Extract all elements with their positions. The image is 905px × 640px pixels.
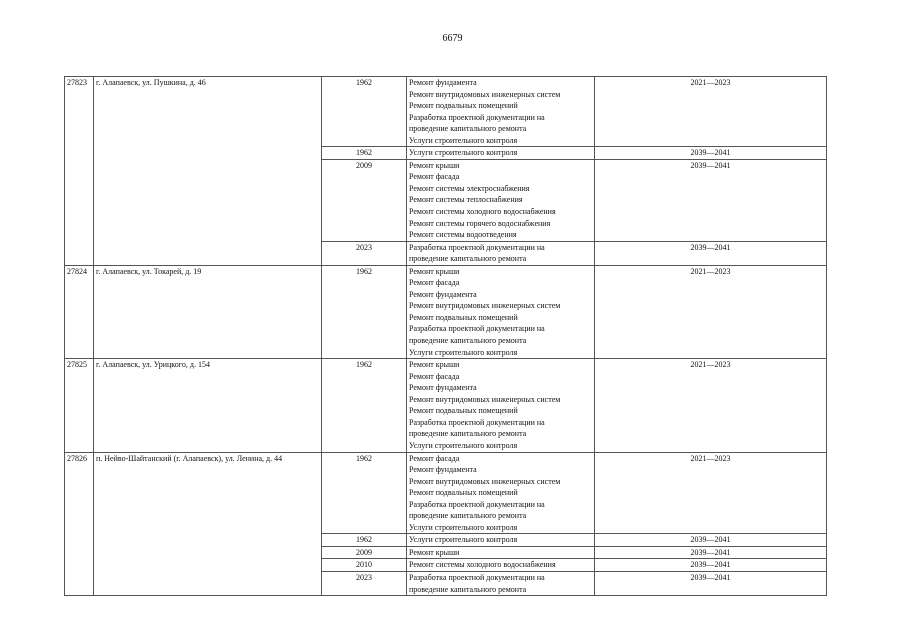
repair-work-item: проведение капитального ремонта	[409, 584, 527, 594]
repair-works	[407, 571, 595, 595]
repair-work-item: Услуги строительного контроля	[409, 440, 518, 450]
inspection-year: 1962	[322, 77, 407, 147]
repair-works	[407, 265, 595, 358]
inspection-year: 2009	[322, 546, 407, 559]
repair-work-item: Ремонт фасада	[409, 453, 460, 463]
object-address: г. Алапаевск, ул. Пушкина, д. 46	[94, 77, 322, 266]
table-row	[65, 77, 827, 147]
repair-work-item: Ремонт фасада	[409, 371, 460, 381]
repair-work-item: Ремонт крыши	[409, 547, 460, 557]
repair-work-item: проведение капитального ремонта	[409, 254, 527, 264]
repair-work-item: Ремонт фундамента	[409, 465, 477, 475]
table-body	[65, 77, 827, 596]
planned-period: 2021—2023	[595, 452, 827, 534]
planned-period: 2039—2041	[595, 159, 827, 241]
repair-work-item: Ремонт внутридомовых инженерных систем	[409, 394, 561, 404]
repair-work-item: проведение капитального ремонта	[409, 429, 527, 439]
repair-works	[407, 147, 595, 160]
inspection-year: 1962	[322, 265, 407, 358]
repair-work-item: Ремонт подвальных помещений	[409, 101, 518, 111]
repair-work-item: Разработка проектной документации на	[409, 112, 545, 122]
object-number: 27824	[65, 265, 94, 358]
repair-work-item: Ремонт системы электроснабжения	[409, 183, 530, 193]
inspection-year: 1962	[322, 147, 407, 160]
repair-work-item: Ремонт подвальных помещений	[409, 312, 518, 322]
planned-period: 2039—2041	[595, 559, 827, 572]
repair-work-item: Ремонт системы водоотведения	[409, 230, 517, 240]
repair-work-item: Ремонт фасада	[409, 172, 460, 182]
repair-work-item: Ремонт внутридомовых инженерных систем	[409, 89, 561, 99]
repair-work-item: Ремонт крыши	[409, 360, 460, 370]
repair-works	[407, 559, 595, 572]
planned-period: 2021—2023	[595, 359, 827, 452]
repair-works	[407, 452, 595, 534]
repair-work-item: Разработка проектной документации на	[409, 242, 545, 252]
repair-work-item: Ремонт крыши	[409, 266, 460, 276]
inspection-year: 2023	[322, 571, 407, 595]
planned-period: 2039—2041	[595, 147, 827, 160]
repair-work-item: проведение капитального ремонта	[409, 511, 527, 521]
repair-works	[407, 546, 595, 559]
table-row	[65, 359, 827, 452]
object-number: 27825	[65, 359, 94, 452]
repair-work-item: Ремонт внутридомовых инженерных систем	[409, 476, 561, 486]
planned-period: 2039—2041	[595, 241, 827, 265]
repair-work-item: Ремонт внутридомовых инженерных систем	[409, 301, 561, 311]
inspection-year: 1962	[322, 534, 407, 547]
planned-period: 2039—2041	[595, 534, 827, 547]
repair-work-item: Ремонт системы холодного водоснабжения	[409, 560, 556, 570]
inspection-year: 2009	[322, 159, 407, 241]
repair-work-item: Ремонт подвальных помещений	[409, 488, 518, 498]
repair-work-item: Ремонт подвальных помещений	[409, 406, 518, 416]
repair-work-item: Разработка проектной документации на	[409, 417, 545, 427]
inspection-year: 1962	[322, 452, 407, 534]
repair-work-item: Разработка проектной документации на	[409, 572, 545, 582]
repair-work-item: Ремонт системы горячего водоснабжения	[409, 218, 551, 228]
repair-works	[407, 77, 595, 147]
repair-work-item: Ремонт фундамента	[409, 289, 477, 299]
object-address: г. Алапаевск, ул. Токарей, д. 19	[94, 265, 322, 358]
repair-work-item: Ремонт фасада	[409, 278, 460, 288]
inspection-year: 2023	[322, 241, 407, 265]
object-address: п. Нейво-Шайтанский (г. Алапаевск), ул. Ленина, д. 44	[94, 452, 322, 596]
planned-period: 2021—2023	[595, 265, 827, 358]
planned-period: 2039—2041	[595, 571, 827, 595]
repair-work-item: проведение капитального ремонта	[409, 124, 527, 134]
page-number: 6679	[442, 33, 463, 44]
planned-period: 2021—2023	[595, 77, 827, 147]
repair-work-item: Услуги строительного контроля	[409, 347, 518, 357]
object-number: 27826	[65, 452, 94, 596]
repair-works	[407, 241, 595, 265]
repair-work-item: Услуги строительного контроля	[409, 135, 518, 145]
table-row	[65, 265, 827, 358]
repair-work-item: Услуги строительного контроля	[409, 535, 518, 545]
repair-works	[407, 359, 595, 452]
object-address: г. Алапаевск, ул. Урицкого, д. 154	[94, 359, 322, 452]
repair-work-item: Ремонт системы теплоснабжения	[409, 195, 523, 205]
capital-repair-table	[64, 76, 827, 596]
repair-works	[407, 534, 595, 547]
inspection-year: 2010	[322, 559, 407, 572]
repair-work-item: проведение капитального ремонта	[409, 336, 527, 346]
repair-work-item: Разработка проектной документации на	[409, 499, 545, 509]
inspection-year: 1962	[322, 359, 407, 452]
repair-work-item: Услуги строительного контроля	[409, 522, 518, 532]
repair-work-item: Ремонт крыши	[409, 160, 460, 170]
repair-work-item: Ремонт системы холодного водоснабжения	[409, 207, 556, 217]
object-number: 27823	[65, 77, 94, 266]
repair-work-item: Услуги строительного контроля	[409, 148, 518, 158]
repair-work-item: Ремонт фундамента	[409, 78, 477, 87]
repair-works	[407, 159, 595, 241]
table-row	[65, 452, 827, 534]
planned-period: 2039—2041	[595, 546, 827, 559]
repair-work-item: Ремонт фундамента	[409, 383, 477, 393]
repair-work-item: Разработка проектной документации на	[409, 324, 545, 334]
